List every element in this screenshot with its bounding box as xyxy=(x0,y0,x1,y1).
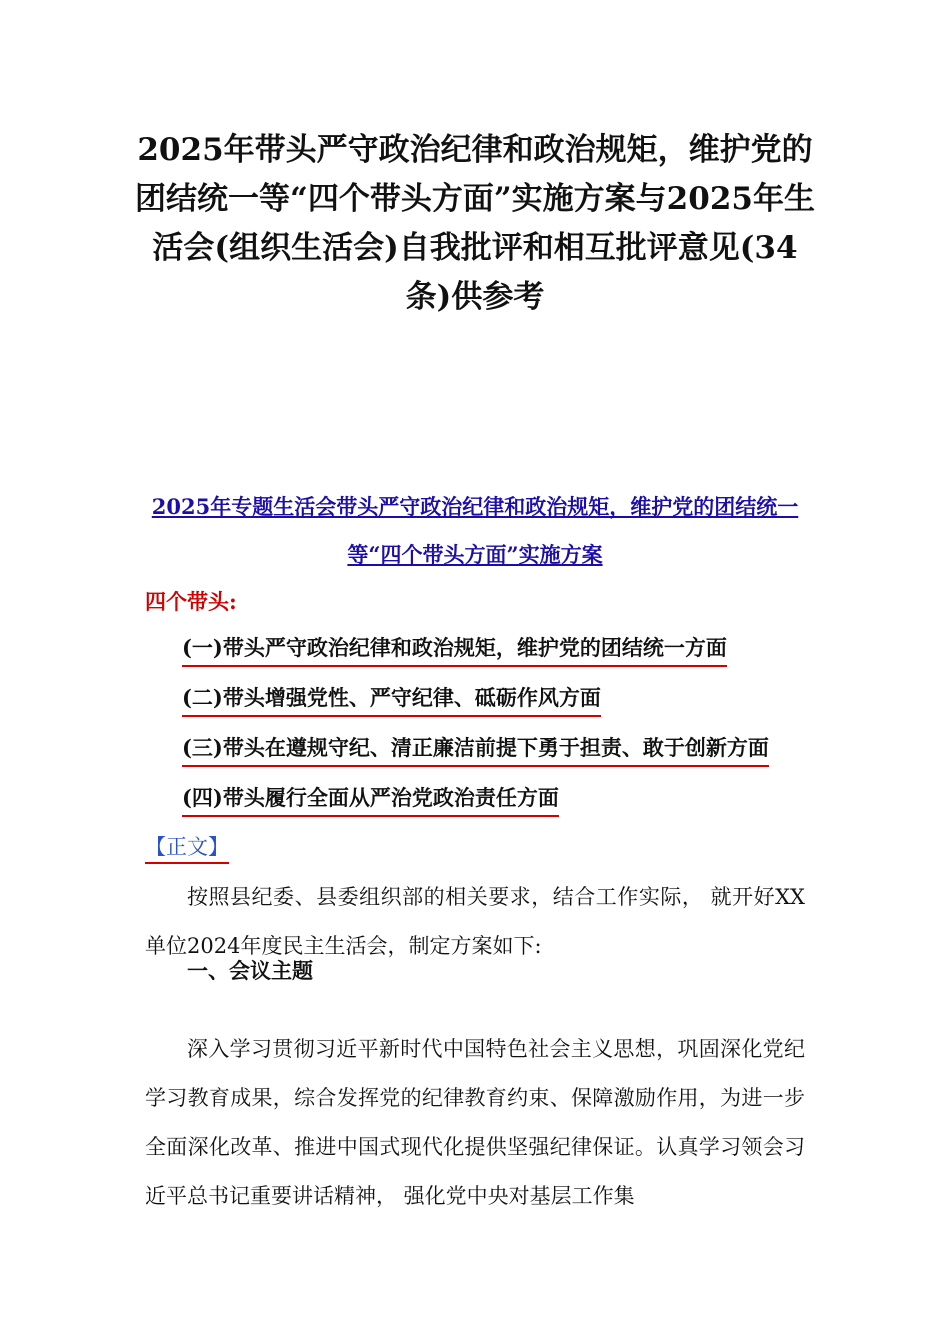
red-underline xyxy=(182,815,559,817)
toc-item-4[interactable] xyxy=(182,784,559,812)
toc-item-1[interactable] xyxy=(182,634,727,662)
red-underline xyxy=(182,765,769,767)
toc-item-label: (二)带头增强党性、严守纪律、砥砺作风方面 xyxy=(182,685,601,710)
section-heading: 一、会议主题 xyxy=(187,958,313,983)
main-text-anchor[interactable] xyxy=(145,834,229,860)
document-title: 2025年带头严守政治纪律和政治规矩，维护党的团结统一等“四个带头方面”实施方案与2025年生活会(组织生活会)自我批评和相互批评意见(34条)供参考 xyxy=(135,132,815,315)
plan-title-link[interactable]: 2025年专题生活会带头严守政治纪律和政治规矩，维护党的团结统一等“四个带头方面”实施方案 xyxy=(151,494,799,567)
toc-item-label: (一)带头严守政治纪律和政治规矩，维护党的团结统一方面 xyxy=(182,635,727,660)
four-leads-heading: 四个带头: xyxy=(145,589,237,614)
main-text-label: 【正文】 xyxy=(145,835,229,859)
toc-item-2[interactable] xyxy=(182,684,601,712)
red-underline xyxy=(145,862,229,864)
toc-item-3[interactable] xyxy=(182,734,769,762)
toc-item-label: (四)带头履行全面从严治党政治责任方面 xyxy=(182,785,559,810)
intro-paragraph: 按照县纪委、县委组织部的相关要求，结合工作实际， 就开好XX单位2024年度民主生活会，制定方案如下: xyxy=(145,885,805,958)
section-paragraph: 深入学习贯彻习近平新时代中国特色社会主义思想，巩固深化党纪学习教育成果，综合发挥党的纪律教育约束、保障激励作用，为进一步全面深化改革、推进中国式现代化提供坚强纪律保证。认真学习领会习近平总书记重要讲话精神， 强化党中央对基层工作集 xyxy=(145,1037,805,1208)
toc-item-label: (三)带头在遵规守纪、清正廉洁前提下勇于担责、敢于创新方面 xyxy=(182,735,769,760)
red-underline xyxy=(182,665,727,667)
red-underline xyxy=(182,715,601,717)
